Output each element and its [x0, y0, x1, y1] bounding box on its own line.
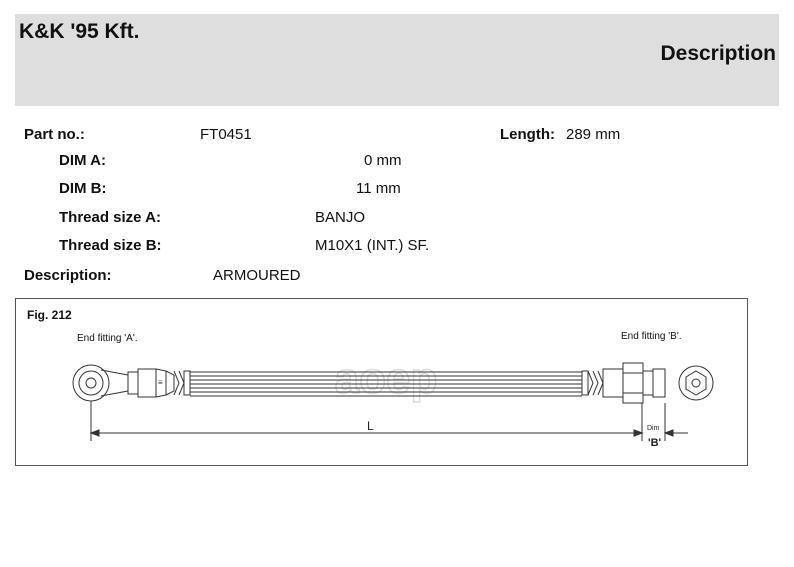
description-value: ARMOURED: [213, 267, 301, 284]
company-name: K&K '95 Kft.: [19, 20, 140, 43]
thread-a-value: BANJO: [315, 209, 366, 226]
svg-text:≡: ≡: [158, 378, 163, 387]
dim-b-value: 11 mm: [356, 180, 401, 197]
hose-figure: [15, 298, 748, 466]
watermark-text: aoep: [334, 354, 438, 403]
thread-b-label: Thread size B:: [59, 237, 162, 254]
thread-a-label: Thread size A:: [59, 209, 161, 226]
header-bar: [15, 14, 779, 106]
banjo-fitting-icon: [73, 365, 138, 401]
dim-a-label: DIM A:: [59, 152, 106, 169]
length-dimension-label: L: [367, 419, 374, 433]
hose-drawing: [16, 299, 747, 465]
end-fitting-b-label: End fitting 'B'.: [621, 331, 682, 342]
description-label: Description:: [24, 267, 112, 284]
length-value: 289 mm: [566, 126, 621, 143]
hex-fitting-icon: [623, 363, 713, 403]
dim-b-label: DIM B:: [59, 180, 107, 197]
length-label: Length:: [500, 126, 555, 143]
dim-a-value: 0 mm: [364, 152, 402, 169]
thread-b-value: M10X1 (INT.) SF.: [315, 237, 430, 254]
figure-title: Fig. 212: [27, 308, 72, 322]
part-no-label: Part no.:: [24, 126, 85, 143]
part-no-value: FT0451: [200, 126, 252, 143]
page-title: Description: [660, 42, 776, 65]
dim-b-figure-label: 'B': [648, 437, 662, 449]
dim-label: Dim: [647, 425, 660, 432]
hose-body: [190, 372, 582, 396]
crimp-sleeve-a: [138, 369, 190, 397]
end-fitting-a-label: End fitting 'A'.: [77, 333, 138, 344]
crimp-sleeve-b: [582, 369, 623, 397]
